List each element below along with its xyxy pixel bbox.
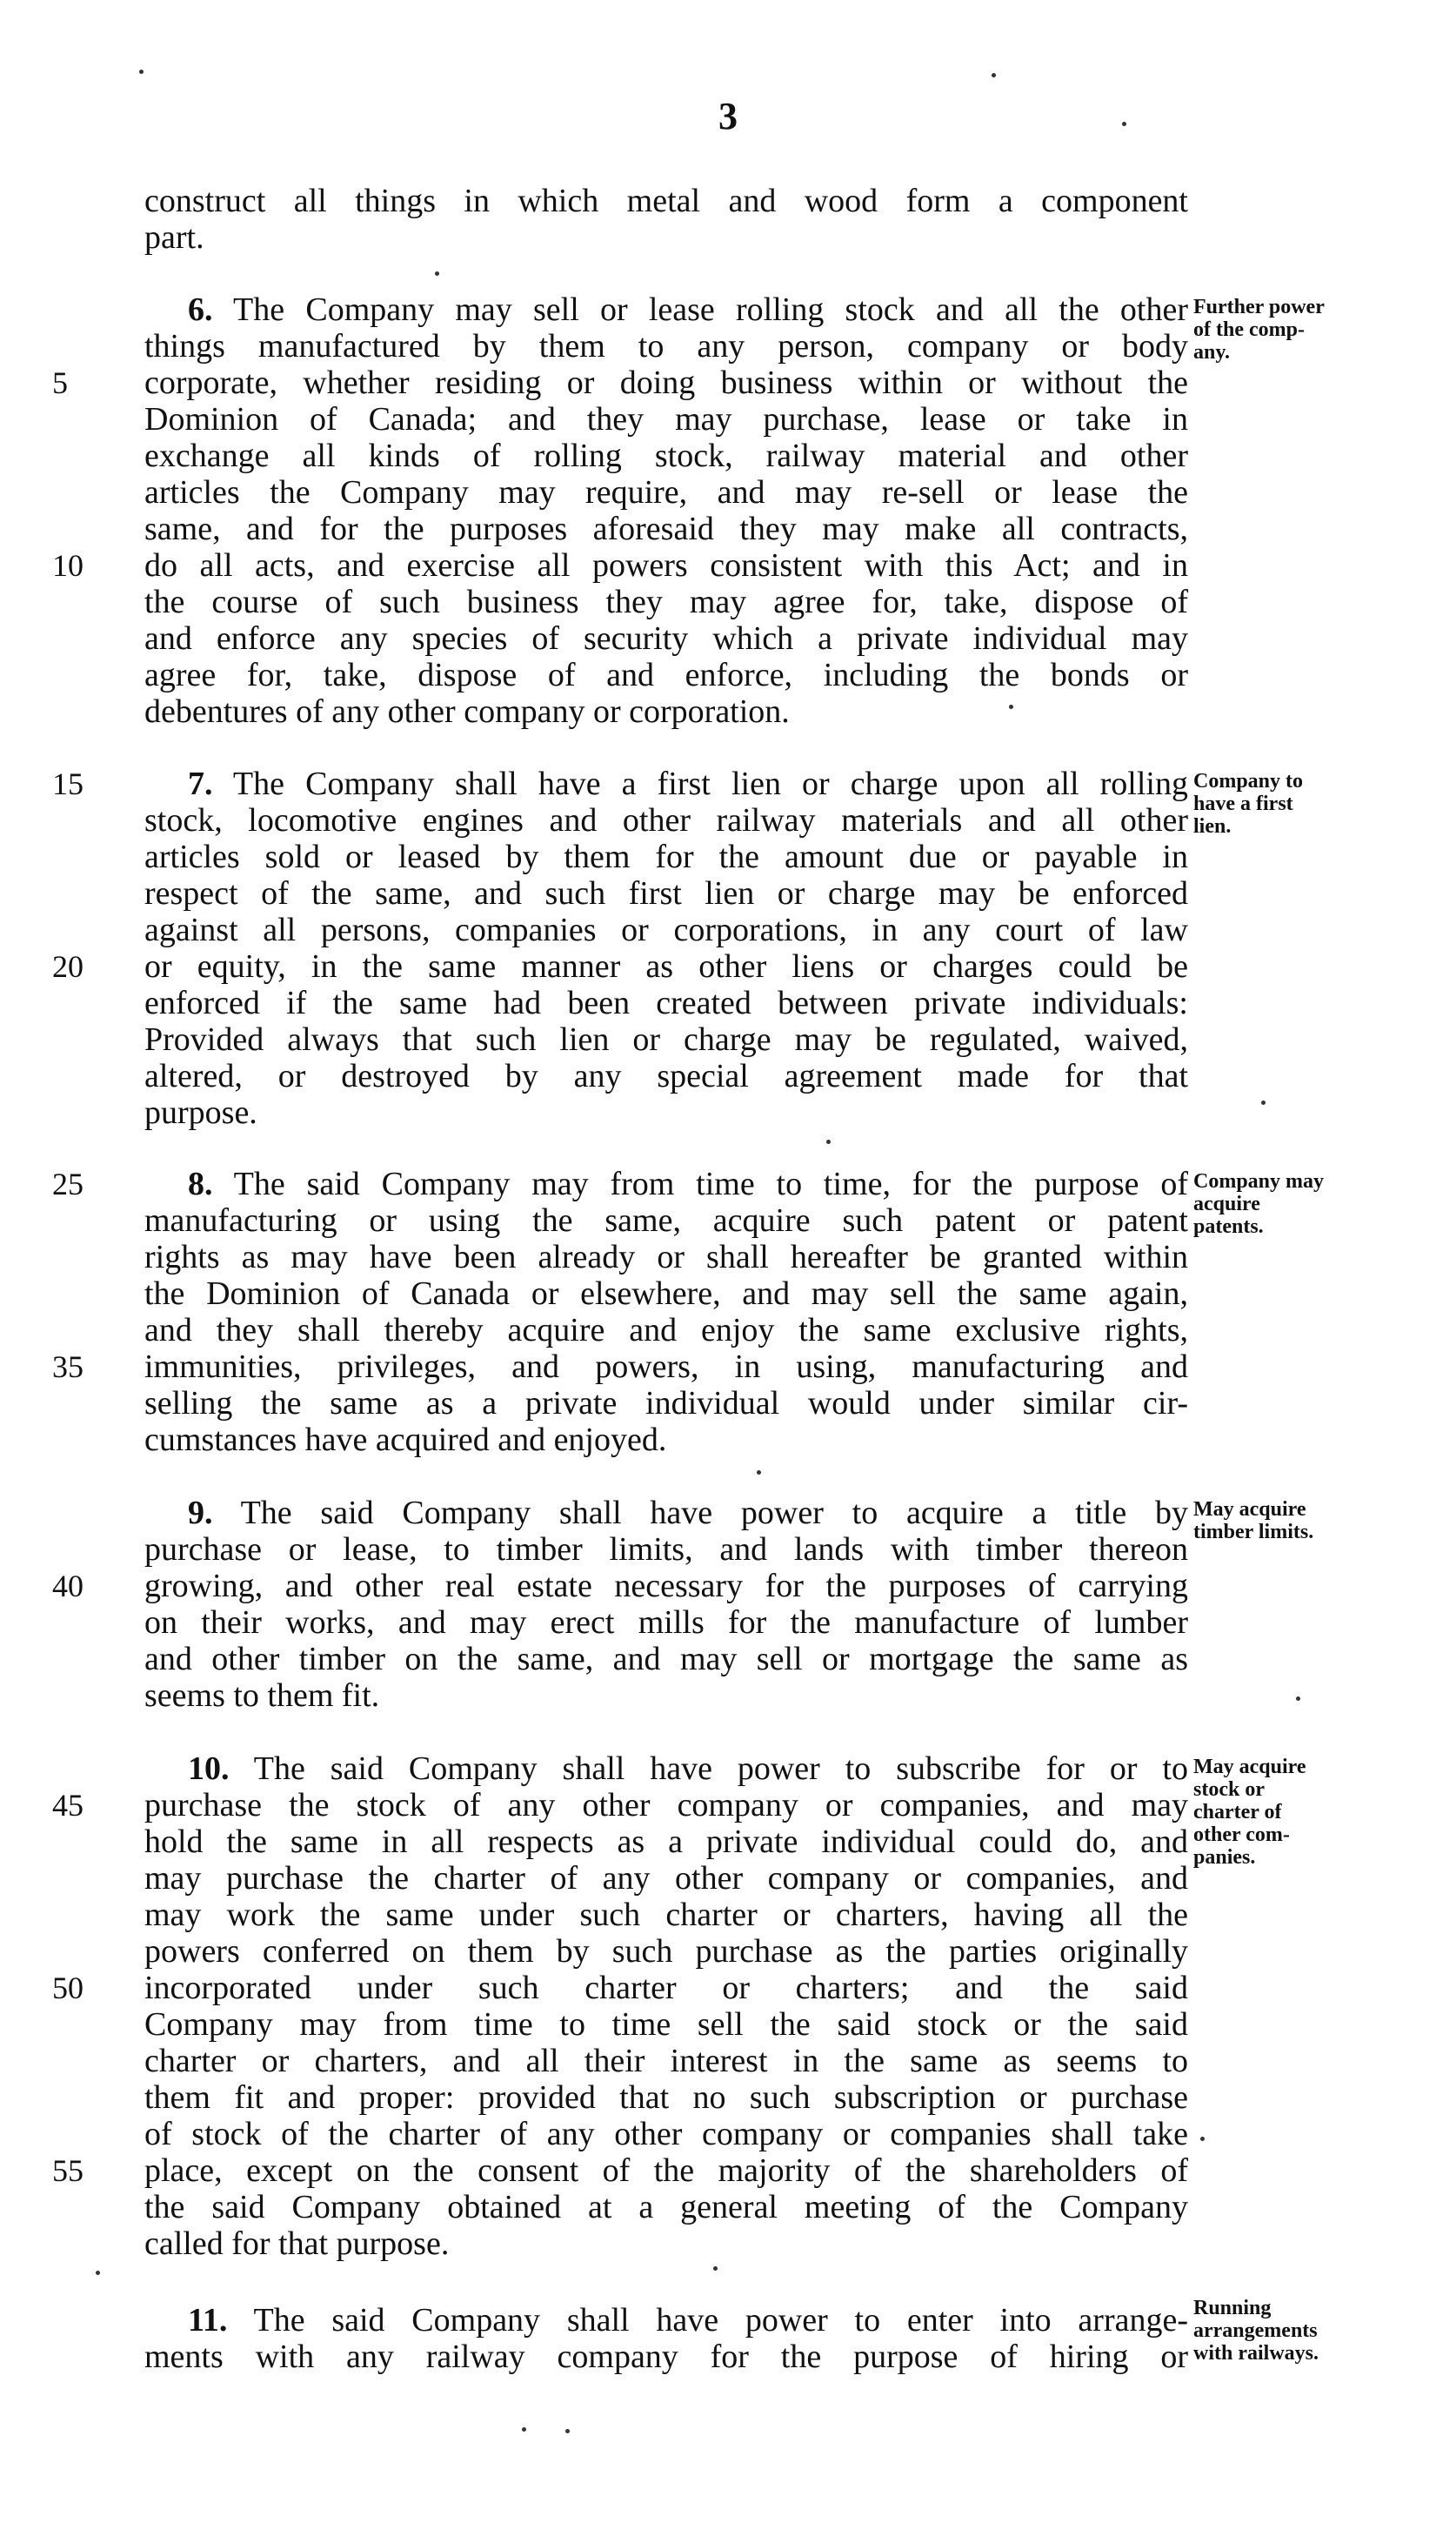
text-line: purpose.	[144, 1094, 257, 1131]
text-line: purchase the stock of any other company or companies, and may	[144, 1787, 1188, 1823]
text-line: rights as may have been already or shall hereafter be granted within	[144, 1239, 1188, 1275]
margin-note: Further power of the comp- any.	[1193, 296, 1325, 364]
line-number: 10	[52, 548, 83, 583]
scan-speck	[1009, 705, 1013, 709]
section-number: 7.	[188, 766, 213, 802]
text-line: part.	[144, 219, 204, 256]
text-line: place, except on the consent of the majority of the shareholders of	[144, 2152, 1188, 2189]
line-number: 50	[52, 1971, 83, 2005]
section-10-first-line: 10. The said Company shall have power to subscribe for or to	[188, 1750, 1188, 1787]
text-line: manufacturing or using the same, acquire such patent or patent	[144, 1202, 1188, 1239]
text-line: may work the same under such charter or charters, having all the	[144, 1897, 1188, 1933]
text-line: charter or charters, and all their interest in the same as seems to	[144, 2043, 1188, 2079]
text-line: or equity, in the same manner as other liens or charges could be	[144, 948, 1188, 985]
scan-speck	[826, 1140, 831, 1144]
scan-speck	[565, 2429, 570, 2433]
section-9-first-line: 9. The said Company shall have power to acquire a title by	[188, 1495, 1188, 1531]
text-line: on their works, and may erect mills for the manufacture of lumber	[144, 1604, 1188, 1641]
text-line: construct all things in which metal and wood form a component	[144, 183, 1188, 219]
scan-speck	[435, 271, 439, 276]
line-number: 25	[52, 1167, 83, 1201]
margin-note: May acquire stock or charter of other com- panies.	[1193, 1756, 1306, 1869]
text-line: altered, or destroyed by any special agreement made for that	[144, 1058, 1188, 1094]
section-8-first-line: 8. The said Company may from time to time, for the purpose of	[188, 1166, 1188, 1202]
section-6-first-line: 6. The Company may sell or lease rolling stock and all the other	[188, 291, 1188, 328]
scan-speck	[139, 70, 144, 74]
text-line: Dominion of Canada; and they may purchase, lease or take in	[144, 401, 1188, 438]
section-7-first-line: 7. The Company shall have a first lien or charge upon all rolling	[188, 766, 1188, 802]
text-line: may purchase the charter of any other company or companies, and	[144, 1860, 1188, 1897]
text-line: debentures of any other company or corporation.	[144, 693, 790, 730]
text-line: articles the Company may require, and may re-sell or lease the	[144, 474, 1188, 511]
margin-note: Company may acquire patents.	[1193, 1170, 1325, 1238]
text-line: respect of the same, and such first lien or charge may be enforced	[144, 875, 1188, 912]
line-number: 20	[52, 949, 83, 984]
text-line: and enforce any species of security which a private individual may	[144, 620, 1188, 657]
text-line: and other timber on the same, and may sell or mortgage the same as	[144, 1641, 1188, 1677]
text-line: powers conferred on them by such purchase as the parties originally	[144, 1933, 1188, 1970]
text-line: ments with any railway company for the purpose of hiring or	[144, 2339, 1188, 2375]
section-number: 11.	[188, 2302, 228, 2339]
line-number: 5	[52, 365, 68, 400]
section-number: 9.	[188, 1495, 213, 1531]
section-number: 8.	[188, 1166, 213, 1202]
margin-note: Running arrangements with railways.	[1193, 2297, 1319, 2365]
text-line: exchange all kinds of rolling stock, railway material and other	[144, 438, 1188, 474]
text-line: the Dominion of Canada or elsewhere, and may sell the same again,	[144, 1275, 1188, 1312]
text-line: seems to them fit.	[144, 1677, 380, 1714]
text-line: agree for, take, dispose of and enforce, including the bonds or	[144, 657, 1188, 693]
text-line: against all persons, companies or corporations, in any court of law	[144, 912, 1188, 948]
line-number: 45	[52, 1788, 83, 1823]
text-line: stock, locomotive engines and other railway materials and all other	[144, 802, 1188, 839]
text-line: cumstances have acquired and enjoyed.	[144, 1422, 667, 1458]
line-number: 15	[52, 766, 83, 801]
scan-speck	[757, 1470, 761, 1475]
text-line: them fit and proper: provided that no such subscription or purchase	[144, 2079, 1188, 2116]
section-11-first-line: 11. The said Company shall have power to enter into arrange-	[188, 2302, 1188, 2339]
page-number: 3	[718, 95, 738, 137]
section-number: 6.	[188, 291, 213, 328]
scan-speck	[1200, 2137, 1205, 2141]
scan-speck	[1296, 1696, 1300, 1701]
line-number: 55	[52, 2153, 83, 2188]
scan-speck	[522, 2427, 526, 2432]
section-number: 10.	[188, 1750, 230, 1787]
text-line: purchase or lease, to timber limits, and lands with timber thereon	[144, 1531, 1188, 1568]
text-line: Provided always that such lien or charge may be regulated, waived,	[144, 1021, 1188, 1058]
text-line: of stock of the charter of any other company or companies shall take	[144, 2116, 1188, 2152]
text-line: the course of such business they may agree for, take, dispose of	[144, 584, 1188, 620]
scan-speck	[1122, 122, 1126, 126]
text-line: corporate, whether residing or doing business within or without the	[144, 365, 1188, 401]
margin-note: Company to have a first lien.	[1193, 770, 1304, 838]
scan-speck	[992, 73, 996, 77]
text-line: incorporated under such charter or charters; and the said	[144, 1970, 1188, 2006]
text-line: articles sold or leased by them for the amount due or payable in	[144, 839, 1188, 875]
text-line: and they shall thereby acquire and enjoy the same exclusive rights,	[144, 1312, 1188, 1348]
text-line: same, and for the purposes aforesaid they may make all contracts,	[144, 511, 1188, 547]
text-line: Company may from time to time sell the said stock or the said	[144, 2006, 1188, 2043]
text-line: called for that purpose.	[144, 2225, 450, 2262]
text-line: the said Company obtained at a general meeting of the Company	[144, 2189, 1188, 2225]
scan-speck	[713, 2266, 718, 2271]
margin-note: May acquire timber limits.	[1193, 1498, 1314, 1543]
text-line: immunities, privileges, and powers, in using, manufacturing and	[144, 1348, 1188, 1385]
line-number: 35	[52, 1349, 83, 1384]
line-number: 40	[52, 1569, 83, 1603]
scan-speck	[96, 2271, 100, 2275]
text-line: growing, and other real estate necessary for the purposes of carrying	[144, 1568, 1188, 1604]
scan-speck	[1261, 1101, 1266, 1105]
text-line: hold the same in all respects as a private individual could do, and	[144, 1823, 1188, 1860]
text-line: selling the same as a private individual would under similar cir-	[144, 1385, 1188, 1422]
text-line: do all acts, and exercise all powers consistent with this Act; and in	[144, 547, 1188, 584]
text-line: enforced if the same had been created between private individuals:	[144, 985, 1188, 1021]
text-line: things manufactured by them to any person, company or body	[144, 328, 1188, 365]
